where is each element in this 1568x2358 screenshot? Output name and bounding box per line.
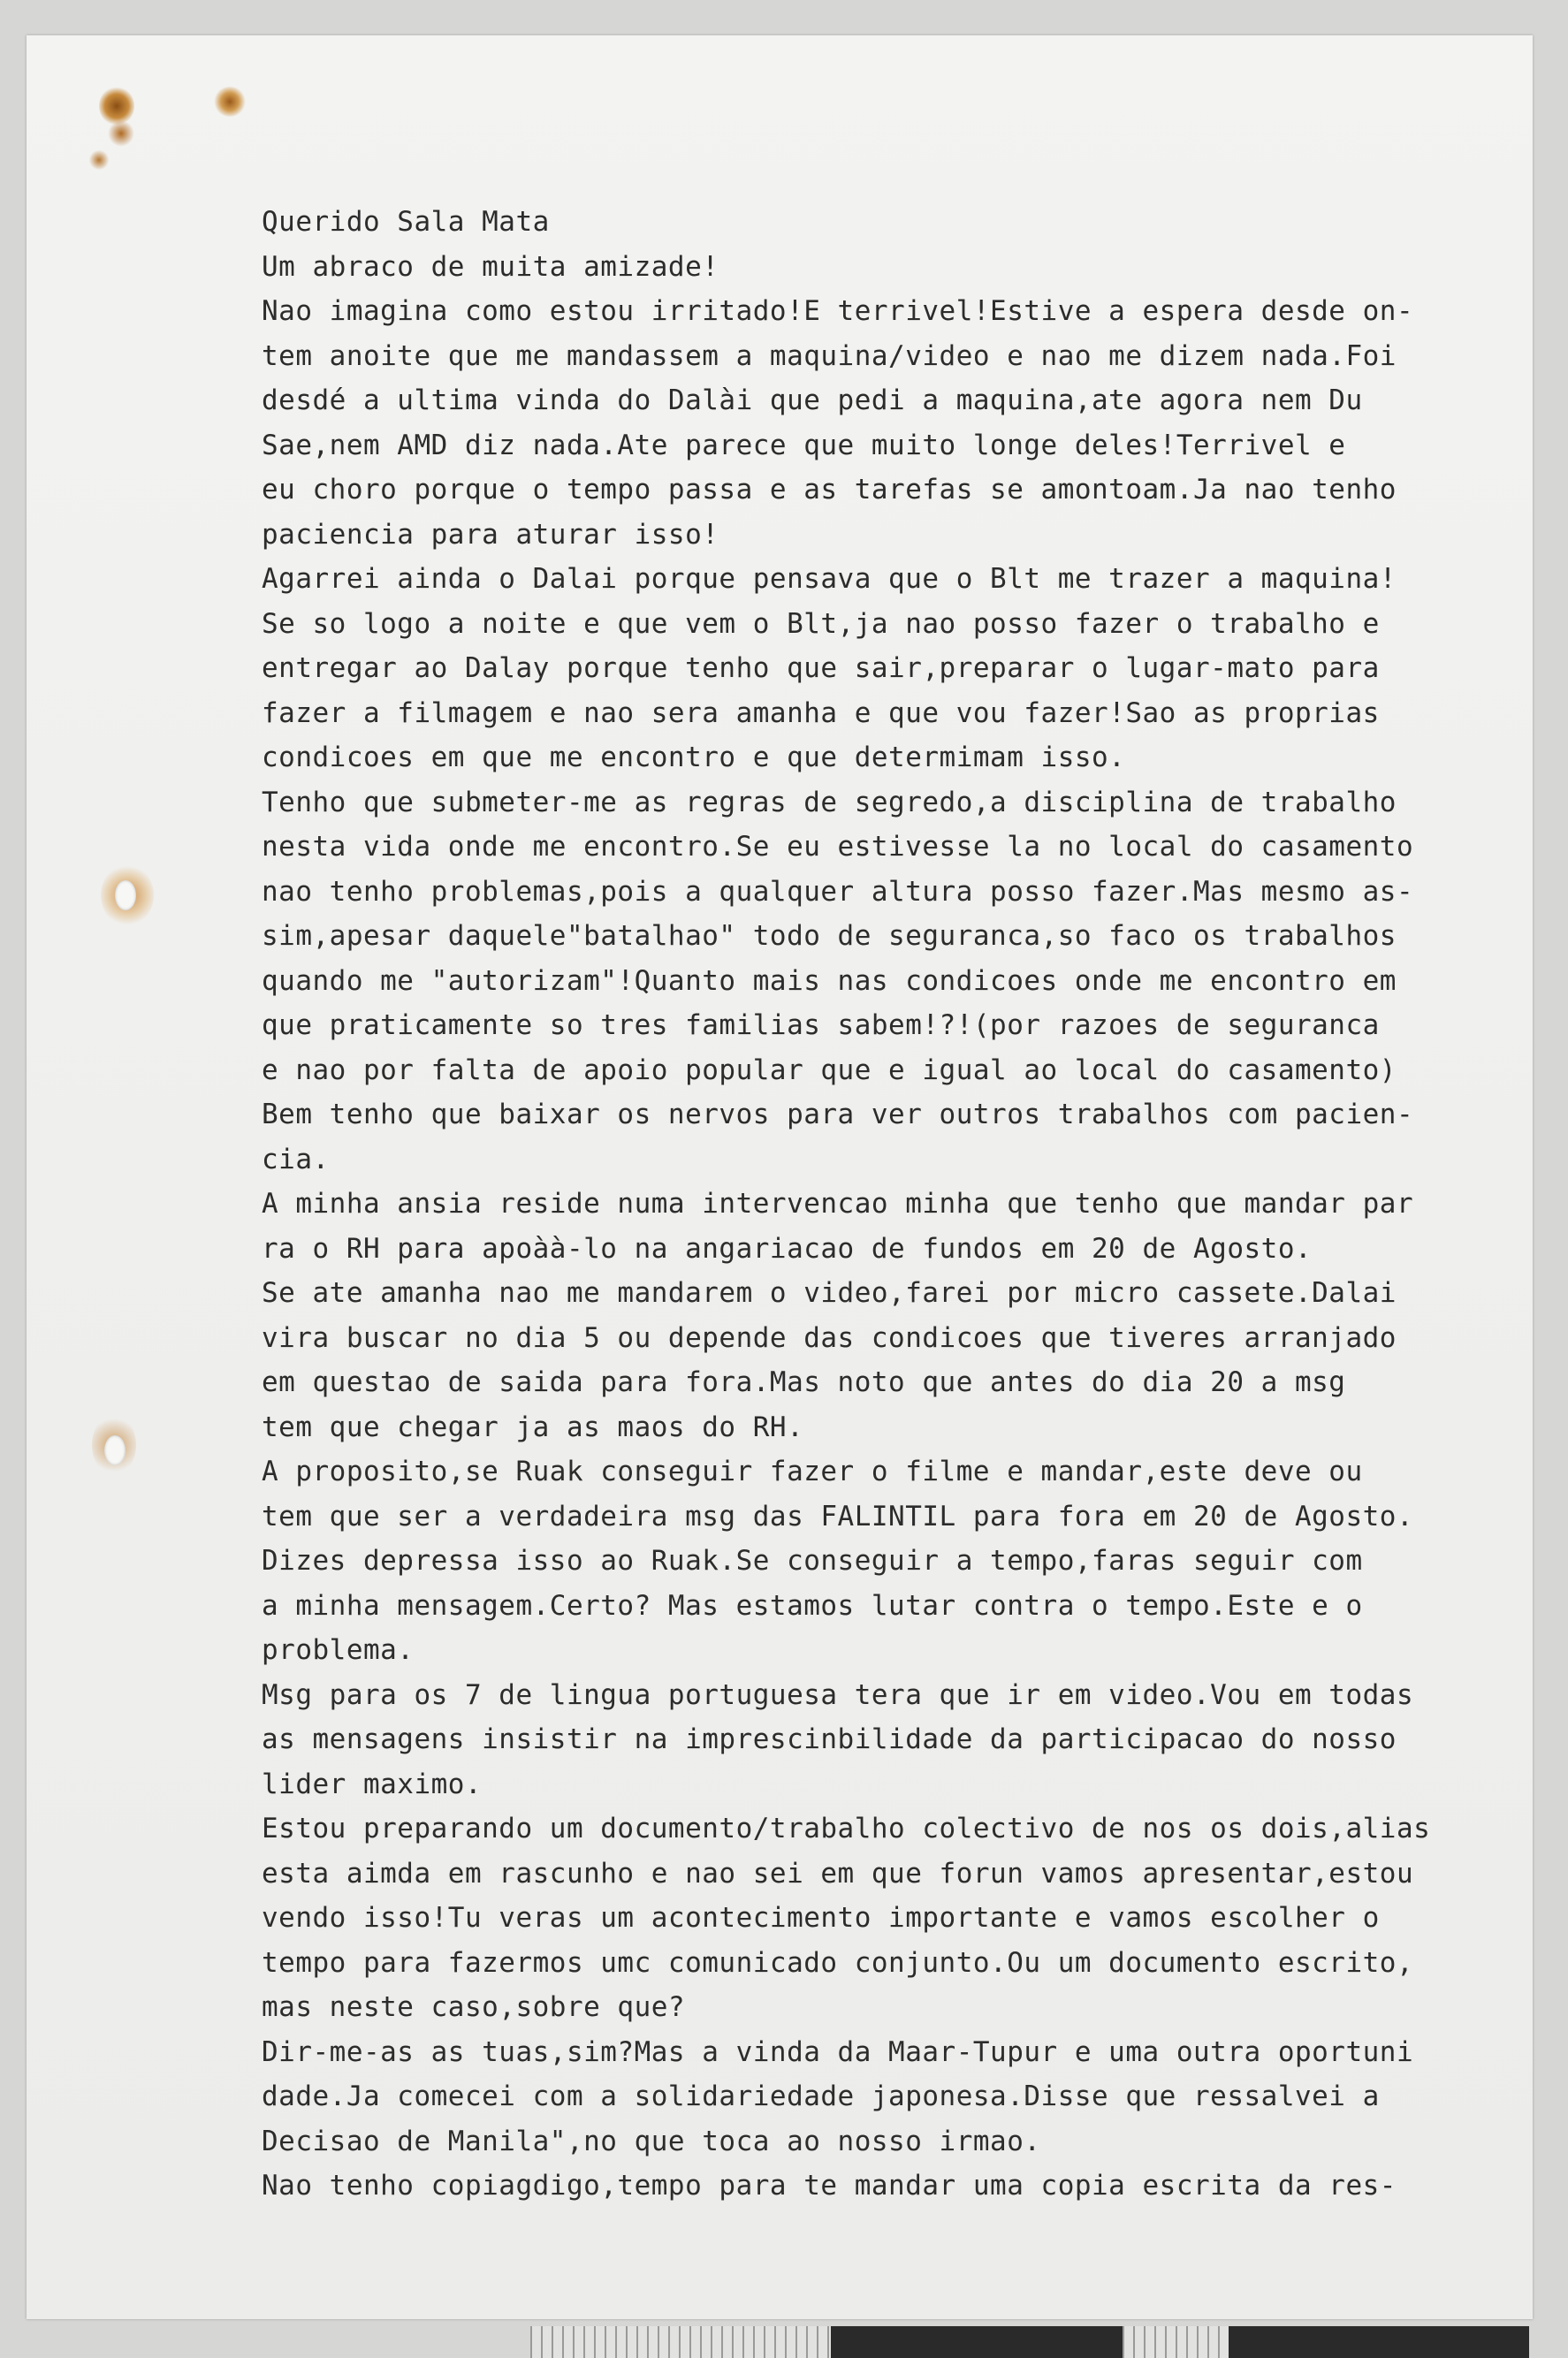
letter-line: problema. bbox=[262, 1634, 415, 1666]
color-scale-bar bbox=[530, 2326, 1529, 2358]
letter-line: Msg para os 7 de lingua portuguesa tera que ir em video.Vou em todas bbox=[262, 1678, 1414, 1711]
letter-line: mas neste caso,sobre que? bbox=[262, 1991, 686, 2023]
letter-line: sim,apesar daquele"batalhao" todo de seguranca,so faco os trabalhos bbox=[262, 920, 1397, 952]
letter-line: Dir-me-as as tuas,sim?Mas a vinda da Maar-Tupur e uma outra oportuni bbox=[262, 2035, 1414, 2068]
letter-line: que praticamente so tres familias sabem!?!(por razoes de seguranca bbox=[262, 1009, 1380, 1041]
punch-hole bbox=[115, 880, 136, 910]
letter-line: Se ate amanha nao me mandarem o video,farei por micro cassete.Dalai bbox=[262, 1277, 1397, 1309]
letter-line: dade.Ja comecei com a solidariedade japonesa.Disse que ressalvei a bbox=[262, 2080, 1380, 2112]
letter-line: Bem tenho que baixar os nervos para ver outros trabalhos com pacien- bbox=[262, 1099, 1414, 1130]
letter-line: nao tenho problemas,pois a qualquer altura posso fazer.Mas mesmo as- bbox=[262, 875, 1414, 908]
letter-line: lider maximo. bbox=[262, 1768, 483, 1800]
letter-line: e nao por falta de apoio popular que e igual ao local do casamento) bbox=[262, 1053, 1397, 1086]
letter-line: A minha ansia reside numa intervencao minha que tenho que mandar par bbox=[262, 1188, 1414, 1220]
letter-line: quando me "autorizam"!Quanto mais nas condicoes onde me encontro em bbox=[262, 964, 1397, 997]
rust-stain bbox=[88, 150, 110, 170]
letter-page bbox=[27, 35, 1533, 2319]
punch-hole bbox=[104, 1435, 126, 1465]
letter-line: Nao imagina como estou irritado!E terrivel!Estive a espera desde on- bbox=[262, 295, 1414, 327]
rust-stain bbox=[99, 87, 134, 126]
letter-line: nesta vida onde me encontro.Se eu estivesse la no local do casamento bbox=[262, 831, 1414, 863]
letter-line: fazer a filmagem e nao sera amanha e que vou fazer!Sao as proprias bbox=[262, 696, 1380, 729]
letter-line: Um abraco de muita amizade! bbox=[262, 250, 719, 283]
letter-line: Agarrei ainda o Dalai porque pensava que o Blt me trazer a maquina! bbox=[262, 563, 1397, 595]
letter-line: vendo isso!Tu veras um acontecimento importante e vamos escolher o bbox=[262, 1902, 1380, 1934]
letter-line: em questao de saida para fora.Mas noto que antes do dia 20 a msg bbox=[262, 1366, 1346, 1398]
letter-line: condicoes em que me encontro e que determimam isso. bbox=[262, 742, 1126, 773]
letter-line: eu choro porque o tempo passa e as tarefas se amontoam.Ja nao tenho bbox=[262, 474, 1397, 506]
letter-line: entregar ao Dalay porque tenho que sair,preparar o lugar-mato para bbox=[262, 652, 1380, 684]
letter-line: desdé a ultima vinda do Dalài que pedi a maquina,ate agora nem Du bbox=[262, 384, 1363, 416]
letter-line: Sae,nem AMD diz nada.Ate parece que muito longe deles!Terrivel e bbox=[262, 429, 1346, 461]
letter-line: tempo para fazermos umc comunicado conjunto.Ou um documento escrito, bbox=[262, 1946, 1414, 1979]
letter-line: Se so logo a noite e que vem o Blt,ja nao posso fazer o trabalho e bbox=[262, 607, 1380, 640]
letter-line: Decisao de Manila",no que toca ao nosso irmao. bbox=[262, 2125, 1041, 2157]
letter-body bbox=[262, 200, 1517, 2209]
salutation: Querido Sala Mata bbox=[262, 206, 550, 238]
rust-stain bbox=[108, 120, 134, 147]
letter-line: tem que ser a verdadeira msg das FALINTIL para fora em 20 de Agosto. bbox=[262, 1500, 1414, 1533]
letter-line: esta aimda em rascunho e nao sei em que forun vamos apresentar,estou bbox=[262, 1857, 1414, 1890]
letter-line: as mensagens insistir na imprescinbilidade da participacao do nosso bbox=[262, 1723, 1397, 1755]
letter-line: tem anoite que me mandassem a maquina/video e nao me dizem nada.Foi bbox=[262, 339, 1397, 372]
letter-line: ra o RH para apoàà-lo na angariacao de fundos em 20 de Agosto. bbox=[262, 1232, 1313, 1265]
letter-line: paciencia para aturar isso! bbox=[262, 518, 719, 551]
letter-line: Dizes depressa isso ao Ruak.Se conseguir a tempo,faras seguir com bbox=[262, 1545, 1363, 1577]
letter-line: a minha mensagem.Certo? Mas estamos lutar contra o tempo.Este e o bbox=[262, 1589, 1363, 1622]
letter-line: vira buscar no dia 5 ou depende das condicoes que tiveres arranjado bbox=[262, 1321, 1397, 1354]
letter-line: Estou preparando um documento/trabalho colectivo de nos os dois,alias bbox=[262, 1813, 1431, 1845]
letter-line: cia. bbox=[262, 1143, 330, 1175]
letter-line: Tenho que submeter-me as regras de segredo,a disciplina de trabalho bbox=[262, 786, 1397, 818]
letter-line: tem que chegar ja as maos do RH. bbox=[262, 1411, 804, 1443]
letter-line: Nao tenho copiagdigo,tempo para te mandar uma copia escrita da res- bbox=[262, 2170, 1397, 2202]
rust-stain bbox=[214, 87, 246, 117]
letter-line: A proposito,se Ruak conseguir fazer o filme e mandar,este deve ou bbox=[262, 1456, 1363, 1487]
